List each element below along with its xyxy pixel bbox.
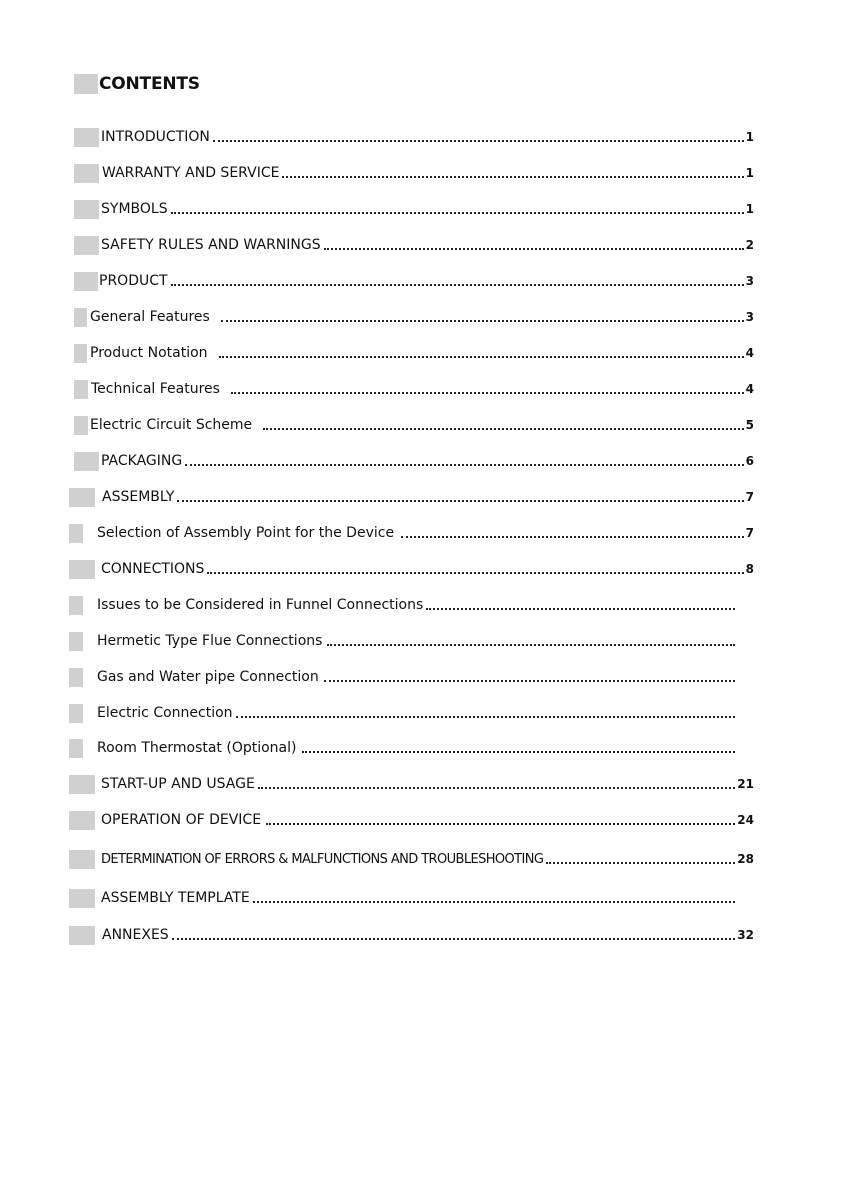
toc-entry-label: SAFETY RULES AND WARNINGS (101, 237, 321, 253)
toc-entry[interactable] (74, 343, 754, 363)
dot-leader (426, 608, 735, 610)
dot-leader (263, 428, 743, 430)
toc-entry[interactable] (69, 667, 737, 687)
dot-leader (266, 823, 735, 825)
toc-entry-page: 32 (737, 928, 754, 942)
toc-entry[interactable] (69, 810, 754, 830)
dot-leader (302, 751, 736, 753)
toc-entry[interactable] (69, 925, 754, 945)
toc-entry-label: WARRANTY AND SERVICE (102, 165, 280, 181)
dot-leader (258, 787, 736, 789)
toc-entry-label: Electric Circuit Scheme (90, 417, 253, 433)
toc-entry-page: 28 (737, 852, 754, 866)
entry-marker (69, 739, 83, 758)
dot-leader (171, 212, 744, 214)
toc-entry-label: Issues to be Considered in Funnel Connections (97, 597, 424, 613)
toc-entry-page: 4 (745, 346, 754, 360)
contents-heading (74, 73, 200, 95)
entry-marker (74, 128, 99, 147)
dot-leader (177, 500, 743, 502)
entry-marker (69, 889, 95, 908)
toc-entry-page: 2 (745, 238, 754, 252)
dot-leader (213, 140, 744, 142)
entry-marker (69, 632, 83, 651)
dot-leader (171, 284, 744, 286)
toc-entry-page: 1 (745, 202, 754, 216)
toc-entry-label: PACKAGING (101, 453, 183, 469)
dot-leader (219, 356, 744, 358)
toc-entry-label: INTRODUCTION (101, 129, 210, 145)
toc-entry-page: 7 (745, 490, 754, 504)
dot-leader (221, 320, 744, 322)
entry-marker (74, 344, 87, 363)
dot-leader (172, 938, 736, 940)
entry-marker (69, 488, 95, 507)
toc-entry[interactable] (69, 523, 754, 543)
toc-entry-label: Electric Connection (97, 705, 233, 721)
toc-entry[interactable] (69, 631, 737, 651)
toc-entry[interactable] (69, 849, 754, 869)
dot-leader (207, 572, 743, 574)
dot-leader (324, 680, 735, 682)
entry-marker (74, 380, 88, 399)
entry-marker (69, 668, 83, 687)
toc-entry-page: 3 (745, 310, 754, 324)
toc-entry-label: SYMBOLS (101, 201, 168, 217)
toc-entry-label: Technical Features (91, 381, 220, 397)
dot-leader (185, 464, 743, 466)
toc-entry-label: Gas and Water pipe Connection (97, 669, 319, 685)
toc-entry[interactable] (74, 163, 754, 183)
toc-entry[interactable] (69, 738, 737, 758)
toc-entry-page: 4 (745, 382, 754, 396)
toc-entry-page: 1 (745, 130, 754, 144)
dot-leader (327, 644, 735, 646)
entry-marker (69, 926, 95, 945)
dot-leader (546, 862, 735, 864)
toc-entry-page: 7 (745, 526, 754, 540)
toc-entry-label: CONNECTIONS (101, 561, 205, 577)
toc-entry[interactable] (69, 559, 754, 579)
toc-entry-label: General Features (90, 309, 210, 325)
entry-marker (69, 704, 83, 723)
entry-marker (69, 596, 83, 615)
toc-entry-page: 5 (745, 418, 754, 432)
toc-entry[interactable] (69, 774, 754, 794)
toc-entry-label: Product Notation (90, 345, 208, 361)
entry-marker (69, 850, 95, 869)
page-title: CONTENTS (99, 74, 200, 94)
toc-entry[interactable] (74, 307, 754, 327)
entry-marker (74, 416, 88, 435)
toc-entry-label: ANNEXES (102, 927, 169, 943)
toc-entry[interactable] (74, 235, 754, 255)
toc-entry[interactable] (74, 127, 754, 147)
dot-leader (236, 716, 735, 718)
heading-marker (74, 74, 98, 94)
dot-leader (401, 536, 744, 538)
toc-entry[interactable] (74, 199, 754, 219)
entry-marker (69, 811, 95, 830)
toc-entry-label: START-UP AND USAGE (101, 776, 255, 792)
entry-marker (69, 524, 83, 543)
toc-entry-label: PRODUCT (99, 273, 168, 289)
toc-entry-page: 8 (745, 562, 754, 576)
dot-leader (253, 901, 735, 903)
entry-marker (74, 272, 98, 291)
entry-marker (69, 560, 95, 579)
entry-marker (74, 236, 99, 255)
toc-entry-label: ASSEMBLY TEMPLATE (101, 890, 250, 906)
toc-entry[interactable] (69, 487, 754, 507)
entry-marker (69, 775, 95, 794)
toc-entry[interactable] (74, 415, 754, 435)
toc-entry[interactable] (74, 451, 754, 471)
dot-leader (324, 248, 744, 250)
toc-entry-label: OPERATION OF DEVICE (101, 812, 262, 828)
entry-marker (74, 200, 99, 219)
entry-marker (74, 164, 99, 183)
entry-marker (74, 452, 99, 471)
toc-entry-page: 6 (745, 454, 754, 468)
toc-entry[interactable] (69, 888, 737, 908)
toc-entry[interactable] (74, 379, 754, 399)
toc-entry-label: DETERMINATION OF ERRORS & MALFUNCTIONS AND TROUBLESHOOTING (101, 851, 544, 867)
toc-entry-page: 3 (745, 274, 754, 288)
dot-leader (231, 392, 744, 394)
toc-entry[interactable] (69, 703, 737, 723)
toc-entry[interactable] (69, 595, 737, 615)
toc-entry-label: ASSEMBLY (102, 489, 175, 505)
entry-marker (74, 308, 87, 327)
toc-entry-label: Room Thermostat (Optional) (97, 740, 297, 756)
toc-entry-page: 21 (737, 777, 754, 791)
toc-entry[interactable] (74, 271, 754, 291)
toc-entry-page: 1 (745, 166, 754, 180)
dot-leader (282, 176, 743, 178)
toc-entry-label: Selection of Assembly Point for the Device (97, 525, 395, 541)
toc-entry-page: 24 (737, 813, 754, 827)
toc-entry-label: Hermetic Type Flue Connections (97, 633, 323, 649)
